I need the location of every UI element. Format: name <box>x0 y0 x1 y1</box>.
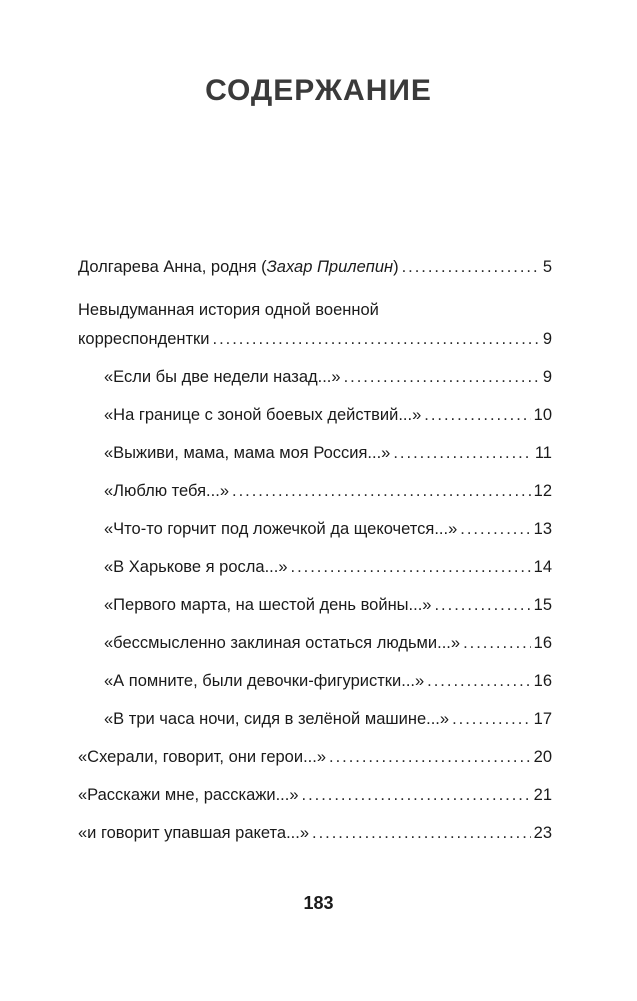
toc-entry-page: 17 <box>533 710 552 728</box>
toc-entry-title: «А помните, были девочки-фигуристки...» <box>104 672 425 690</box>
toc-entry-page: 20 <box>533 748 552 766</box>
toc-entry-page: 11 <box>534 444 552 462</box>
toc-entry <box>78 519 552 539</box>
toc-entry <box>78 671 552 691</box>
toc-leader-dots <box>329 747 531 767</box>
toc-entry <box>78 367 552 387</box>
toc-entry <box>78 785 552 805</box>
toc-entry <box>78 747 552 767</box>
toc-leader-dots <box>434 595 530 615</box>
toc-entry-page: 12 <box>533 482 552 500</box>
toc-leader-dots <box>312 823 531 843</box>
toc-leader-dots <box>213 329 540 349</box>
toc-leader-dots <box>302 785 531 805</box>
toc-entry-title: «Расскажи мне, расскажи...» <box>78 786 299 804</box>
toc-entry-title: «Первого марта, на шестой день войны...» <box>104 596 432 614</box>
toc-entry <box>78 443 552 463</box>
toc-entry-title: «Люблю тебя...» <box>104 482 229 500</box>
page-title: СОДЕРЖАНИЕ <box>205 74 432 107</box>
toc-leader-dots <box>402 257 540 277</box>
toc-entry-title: «и говорит упавшая ракета...» <box>78 824 310 842</box>
toc-entry-page: 16 <box>533 634 552 652</box>
toc-entry-title: корреспондентки <box>78 330 210 348</box>
toc-entry-page: 10 <box>533 406 552 424</box>
toc-entry-page: 15 <box>533 596 552 614</box>
toc-entry <box>78 300 552 349</box>
toc-leader-dots <box>344 367 540 387</box>
page-number: 183 <box>303 893 334 913</box>
toc-entry-title: «В три часа ночи, сидя в зелёной машине...» <box>104 710 450 728</box>
toc-entry <box>78 823 552 843</box>
toc-entry-page: 9 <box>542 330 552 348</box>
toc-entry-page: 16 <box>533 672 552 690</box>
toc-entry <box>78 405 552 425</box>
toc-entry <box>78 633 552 653</box>
toc-entry-page: 5 <box>542 258 552 276</box>
toc-entry <box>78 709 552 729</box>
toc-leader-dots <box>393 443 532 463</box>
toc-entry-page: 14 <box>533 558 552 576</box>
toc-leader-dots <box>427 671 530 691</box>
table-of-contents <box>78 257 552 843</box>
toc-entry-title: «Что-то горчит под ложечкой да щекочется...» <box>104 520 458 538</box>
toc-entry-title: «В Харькове я росла...» <box>104 558 288 576</box>
toc-entry-title: «Схерали, говорит, они герои...» <box>78 748 326 766</box>
toc-entry-page: 9 <box>542 368 552 386</box>
toc-entry <box>78 557 552 577</box>
toc-entry-title: «Выживи, мама, мама моя Россия...» <box>104 444 391 462</box>
toc-entry-title: «На границе с зоной боевых действий...» <box>104 406 422 424</box>
toc-entry-page: 13 <box>533 520 552 538</box>
toc-leader-dots <box>424 405 530 425</box>
toc-leader-dots <box>232 481 531 501</box>
toc-entry <box>78 481 552 501</box>
toc-entry <box>78 595 552 615</box>
toc-entry-author: Захар Прилепин <box>266 258 394 276</box>
toc-entry-title: Долгарева Анна, родня (Захар Прилепин) <box>78 258 399 276</box>
toc-entry-title-line1: Невыдуманная история одной военной <box>78 301 379 319</box>
toc-entry-title: «бессмысленно заклиная остаться людьми...» <box>104 634 461 652</box>
toc-leader-dots <box>460 519 530 539</box>
toc-leader-dots <box>463 633 531 653</box>
toc-entry-page: 23 <box>533 824 552 842</box>
toc-entry <box>78 257 552 277</box>
toc-entry-title: «Если бы две недели назад...» <box>104 368 341 386</box>
toc-leader-dots <box>452 709 531 729</box>
toc-entry-page: 21 <box>533 786 552 804</box>
toc-leader-dots <box>291 557 531 577</box>
